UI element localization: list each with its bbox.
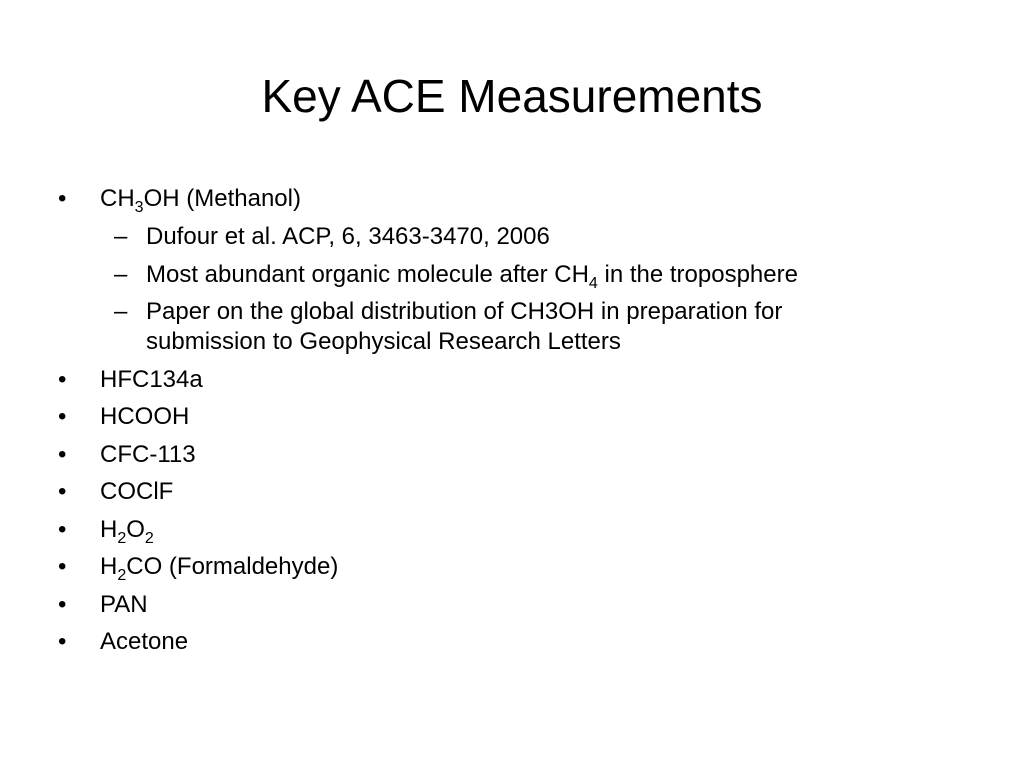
- bullet-marker: •: [58, 516, 67, 543]
- item-text: Acetone: [100, 628, 189, 655]
- item-text: PAN: [100, 591, 148, 618]
- item-text: $H_2O_2$: [100, 516, 154, 547]
- item-text: CFC-113: [100, 441, 196, 468]
- bullet-marker: •: [58, 591, 67, 618]
- sub-item-text: Most abundant organic molecule after $CH_4$ in the troposphere: [146, 261, 798, 292]
- bullet-marker: •: [58, 185, 67, 212]
- bullet-marker: •: [58, 441, 67, 468]
- item-text: $H_2CO$ (Formaldehyde): [100, 553, 339, 584]
- sub-item-text-line-1: Paper on the global distribution of CH3OH in preparation for: [146, 298, 783, 325]
- dash-marker: –: [114, 223, 128, 250]
- item-text: HCOOH: [100, 403, 190, 430]
- sub-item-text: Dufour et al. ACP, 6, 3463-3470, 2006: [146, 223, 550, 250]
- sub-item-text-line-2: submission to Geophysical Research Letters: [146, 328, 621, 355]
- bullet-marker: •: [58, 366, 67, 393]
- dash-marker: –: [114, 261, 128, 288]
- dash-marker: –: [114, 298, 128, 325]
- item-text: $CH_3OH$ (Methanol): [100, 185, 301, 216]
- bullet-marker: •: [58, 628, 67, 655]
- bullet-marker: •: [58, 403, 67, 430]
- item-text: HFC134a: [100, 366, 203, 393]
- bullet-marker: •: [58, 553, 67, 580]
- bullet-marker: •: [58, 478, 67, 505]
- slide-title: Key ACE Measurements: [261, 70, 763, 122]
- item-text: COClF: [100, 478, 174, 505]
